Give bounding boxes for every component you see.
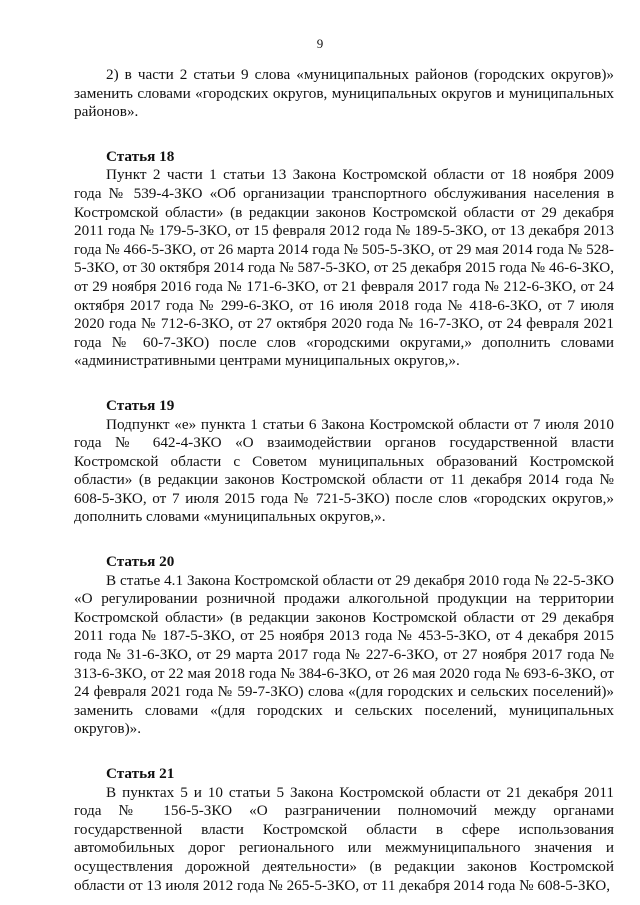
article-18-heading: Статья 18 (106, 147, 175, 165)
page-number: 9 (316, 36, 324, 51)
article-19-text: Подпункт «е» пункта 1 статьи 6 Закона Костромской области от 7 июля 2010 года № 642-4-ЗКО «О взаимодействии органов государственной власти Костромской области с Советом муниципальных образований Костромской области» (в редакции законов Костромской области от 11 декабря 2014 года № 608-5-ЗКО, от 7 июля 2015 года № 721-5-ЗКО) после слов «городских округов,» дополнить словами «муниципальных округов,». (74, 415, 614, 526)
article-18-text: Пункт 2 части 1 статьи 13 Закона Костромской области от 18 ноября 2009 года № 539-4-ЗКО «Об организации транспортного обслуживания населения в Костромской области» (в редакции законов Костромской области от 29 декабря 2011 года № 179-5-ЗКО, от 15 февраля 2012 года № 189-5-ЗКО, от 13 декабря 2013 года № 466-5-ЗКО, от 26 марта 2014 года № 505-5-ЗКО, от 29 мая 2014 года № 528-5-ЗКО, от 30 октября 2014 года № 587-5-ЗКО, от 25 декабря 2015 года № 46-6-ЗКО, от 29 ноября 2016 года № 171-6-ЗКО, от 21 февраля 2017 года № 212-6-ЗКО, от 24 октября 2017 года № 299-6-ЗКО, от 16 июля 2018 года № 418-6-ЗКО, от 7 июля 2020 года № 712-6-ЗКО, от 27 октября 2020 года № 16-7-ЗКО, от 24 февраля 2021 года № 60-7-ЗКО) после слов «городскими округами,» дополнить словами «административными центрами муниципальных округов,». (74, 166, 614, 370)
paragraph-item-2-amendment: 2) в части 2 статьи 9 слова «муниципальных районов (городских округов)» заменить словами «городских округов, муниципальных округов и муниципальных районов». (74, 66, 614, 121)
article-20-heading: Статья 20 (106, 553, 175, 571)
article-20-text: В статье 4.1 Закона Костромской области от 29 декабря 2010 года № 22-5-ЗКО «О регулировании розничной продажи алкогольной продукции на территории Костромской области» (в редакции законов Костромской области от 29 декабря 2011 года № 187-5-ЗКО, от 25 ноября 2013 года № 453-5-ЗКО, от 4 декабря 2015 года № 31-6-ЗКО, от 29 марта 2017 года № 227-6-ЗКО, от 27 ноября 2017 года № 313-6-ЗКО, от 22 мая 2018 года № 384-6-ЗКО, от 26 мая 2020 года № 693-6-ЗКО, от 24 февраля 2021 года № 59-7-ЗКО) слова «(для городских и сельских поселений)» заменить словами «(для городских и сельских поселений, муниципальных округов)». (74, 571, 614, 738)
document-body (74, 66, 614, 895)
article-21-text: В пунктах 5 и 10 статьи 5 Закона Костромской области от 21 декабря 2011 года № 156-5-ЗКО «О разграничении полномочий между органами государственной власти Костромской области в сфере использования автомобильных дорог регионального или межмуниципального значения и осуществления дорожной деятельности» (в редакции законов Костромской области от 13 июля 2012 года № 265-5-ЗКО, от 11 декабря 2014 года № 608-5-ЗКО, (74, 783, 614, 894)
article-19-heading: Статья 19 (106, 396, 175, 414)
article-21-heading: Статья 21 (106, 765, 175, 782)
